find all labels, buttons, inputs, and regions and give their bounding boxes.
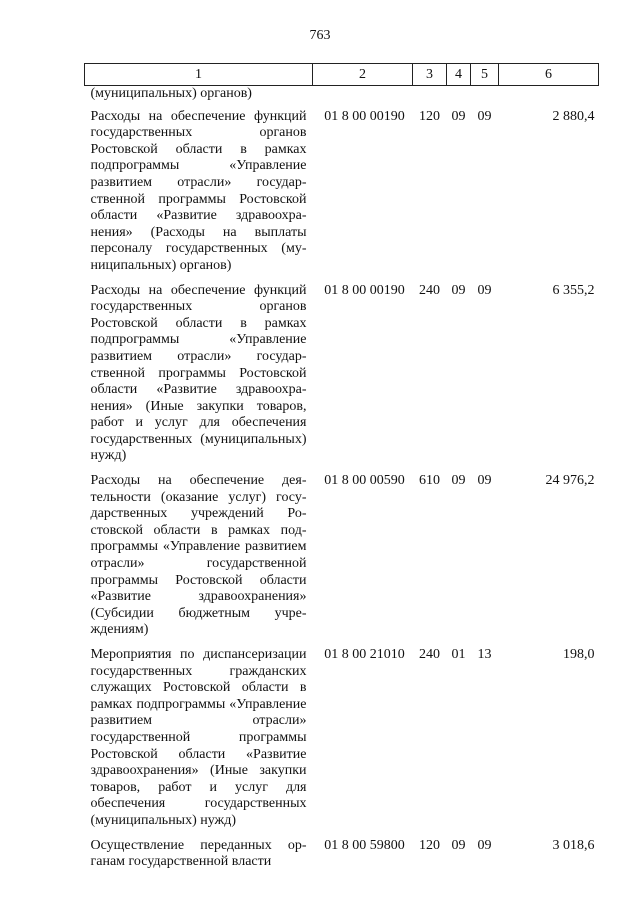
row-description: Мероприятия по диспансеризaции государственных гражданских служащих Ростовской области в рамках подпрограммы «Управление развитием отрасли» государственной программы Ростовской области «Развитие здравоохранения» (Иные закупки товаров, работ и услуг для обеспечения государственных (муниципальных) нужд): [90, 647, 307, 828]
row-subsection: 09: [477, 282, 492, 298]
row-section: 09: [451, 282, 466, 298]
row-subsection: 09: [477, 473, 492, 489]
table-row: [85, 473, 599, 647]
row-amount: 6 355,2: [552, 282, 595, 298]
continuation-row: [85, 86, 599, 109]
table-row: [85, 647, 599, 838]
row-amount: 24 976,2: [545, 473, 595, 489]
table-row: [85, 283, 599, 474]
row-target-code: 01 8 00 00190: [324, 282, 405, 298]
budget-table: [84, 63, 599, 879]
row-expense-type: 120: [419, 108, 440, 124]
header-col-1: 1: [85, 64, 313, 86]
row-target-code: 01 8 00 21010: [324, 647, 405, 662]
row-section: 01: [451, 647, 466, 662]
row-subsection: 09: [477, 108, 492, 124]
row-description: Расходы на обеспечение функций государственных органов Ростовской области в рамках подпрограммы «Управление развитием отрасли» государственной программы Ростовской области «Развитие здравоохранения» (Расходы на выплаты персоналу государственных (муниципальных) органов): [90, 108, 307, 273]
row-target-code: 01 8 00 59800: [324, 837, 405, 853]
header-col-3: 3: [413, 64, 447, 86]
table-header: [85, 64, 599, 86]
header-col-5: 5: [471, 64, 499, 86]
header-col-2: 2: [313, 64, 413, 86]
row-amount: 3 018,6: [552, 837, 595, 853]
row-target-code: 01 8 00 00190: [324, 108, 405, 124]
header-col-6: 6: [499, 64, 599, 86]
page-number: 763: [309, 28, 331, 43]
row-amount: 198,0: [563, 647, 595, 662]
continuation-text: (муниципальных) органов): [90, 86, 252, 101]
row-subsection: 09: [477, 837, 492, 853]
row-description: Расходы на обеспечение деятельности (оказание услуг) государственных учреждений Ростовской области в рамках подпрограммы «Управление развитием отрасли» государственной программы Ростовской области «Развитие здравоохранения» (Субсидии бюджетным учреждениям): [90, 473, 307, 638]
header-col-4: 4: [447, 64, 471, 86]
row-expense-type: 240: [419, 282, 440, 298]
row-target-code: 01 8 00 00590: [324, 473, 405, 489]
row-section: 09: [451, 473, 466, 489]
table-row: [85, 109, 599, 283]
row-section: 09: [451, 108, 466, 124]
row-subsection: 13: [477, 647, 492, 662]
row-section: 09: [451, 837, 466, 853]
row-description: Осуществление переданных органам государственной власти: [90, 837, 307, 870]
header-row: [85, 64, 599, 86]
table-row: [85, 838, 599, 879]
row-description: Расходы на обеспечение функций государственных органов Ростовской области в рамках подпрограммы «Управление развитием отрасли» государственной программы Ростовской области «Развитие здравоохранения» (Иные закупки товаров, работ и услуг для обеспечения государственных (муниципальных) нужд): [90, 282, 307, 464]
row-amount: 2 880,4: [552, 108, 595, 124]
row-expense-type: 240: [419, 647, 440, 662]
row-expense-type: 120: [419, 837, 440, 853]
row-expense-type: 610: [419, 473, 440, 489]
